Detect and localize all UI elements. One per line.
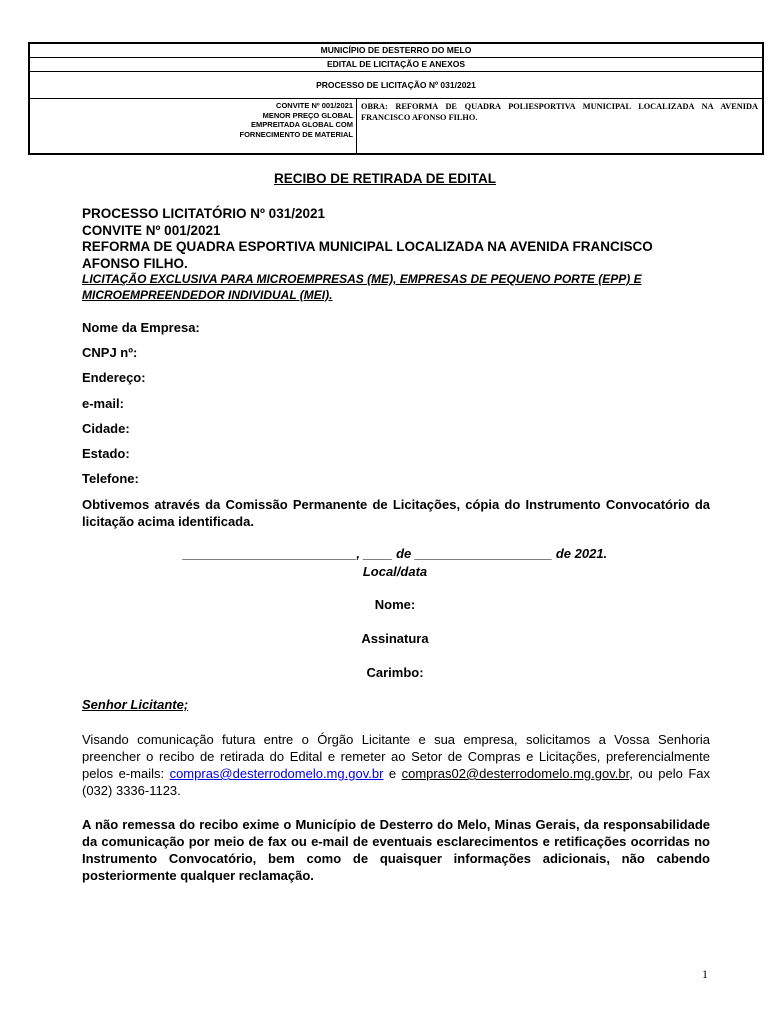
header-left-line: FORNECIMENTO DE MATERIAL [239,129,353,139]
header-modalidade [30,99,357,153]
remessa-paragraph: A não remessa do recibo exime o Município de Desterro do Melo, Minas Gerais, da responsabilidade da comunicação por meio de fax ou e-mail de eventuais esclarecimentos e retificações ocorridas no Instrumento Convocatório, bem como de quaisquer informações adicionais, não cabendo posteriormente qualquer reclamação. [82,817,710,883]
header-details [30,99,762,153]
field-email: e-mail: [82,396,124,411]
visando-text: Visando comunicação futura entre o Órgão Licitante e sua empresa, solicitamos a Vossa Senhoria preencher o recibo de retirada do Edital e remeter ao Setor de Compras e Licitações, preferencialmente pelos e-mails: [82,732,710,781]
processo-line: PROCESSO LICITATÓRIO Nº 031/2021 [82,206,325,221]
date-line: ________________________, ____ de ___________________ de 2021. [182,546,608,561]
field-cidade: Cidade: [82,421,130,436]
field-estado: Estado: [82,446,130,461]
email-link-compras[interactable]: compras@desterrodomelo.mg.gov.br [169,766,384,781]
nome-label: Nome: [374,597,416,612]
header-municipio: MUNICÍPIO DE DESTERRO DO MELO [30,44,762,58]
assinatura-label: Assinatura [361,631,429,646]
local-data-label: Local/data [362,564,428,579]
reforma-line: REFORMA DE QUADRA ESPORTIVA MUNICIPAL LOCALIZADA NA AVENIDA FRANCISCO AFONSO FILHO. [82,239,653,271]
licitacao-exclusiva-note: LICITAÇÃO EXCLUSIVA PARA MICROEMPRESAS (ME), EMPRESAS DE PEQUENO PORTE (EPP) E MICROEMPREENDEDOR INDIVIDUAL (MEI). [82,272,642,302]
visando-and: e [383,766,402,781]
header-edital: EDITAL DE LICITAÇÃO E ANEXOS [30,58,762,72]
header-obra: OBRA: REFORMA DE QUADRA POLIESPORTIVA MUNICIPAL LOCALIZADA NA AVENIDA FRANCISCO AFONSO FILHO. [361,102,758,122]
convite-line: CONVITE Nº 001/2021 [82,222,221,238]
field-nome-empresa: Nome da Empresa: [82,320,200,335]
obtivemos-paragraph: Obtivemos através da Comissão Permanente de Licitações, cópia do Instrumento Convocatório da licitação acima identificada. [82,497,710,529]
senhor-licitante-heading: Senhor Licitante; [82,697,189,712]
visando-paragraph [82,731,710,799]
header-processo: PROCESSO DE LICITAÇÃO Nº 031/2021 [30,72,762,99]
header-left-line: MENOR PREÇO GLOBAL [262,110,353,120]
carimbo-label: Carimbo: [366,665,424,680]
document-header-table [28,42,764,155]
field-endereco: Endereço: [82,370,146,385]
field-telefone: Telefone: [82,471,139,486]
email-compras02[interactable]: compras02@desterrodomelo.mg.gov.br [401,766,630,781]
page-number: 1 [702,967,708,981]
document-title: RECIBO DE RETIRADA DE EDITAL [273,171,496,186]
field-cnpj: CNPJ nº: [82,345,138,360]
processo-block [82,206,712,272]
visando-fax: , ou pelo Fax (032) 3336-1123. [82,766,710,798]
header-left-line: CONVITE Nº 001/2021 [276,101,353,110]
header-left-line: EMPREITADA GLOBAL COM [251,120,353,129]
